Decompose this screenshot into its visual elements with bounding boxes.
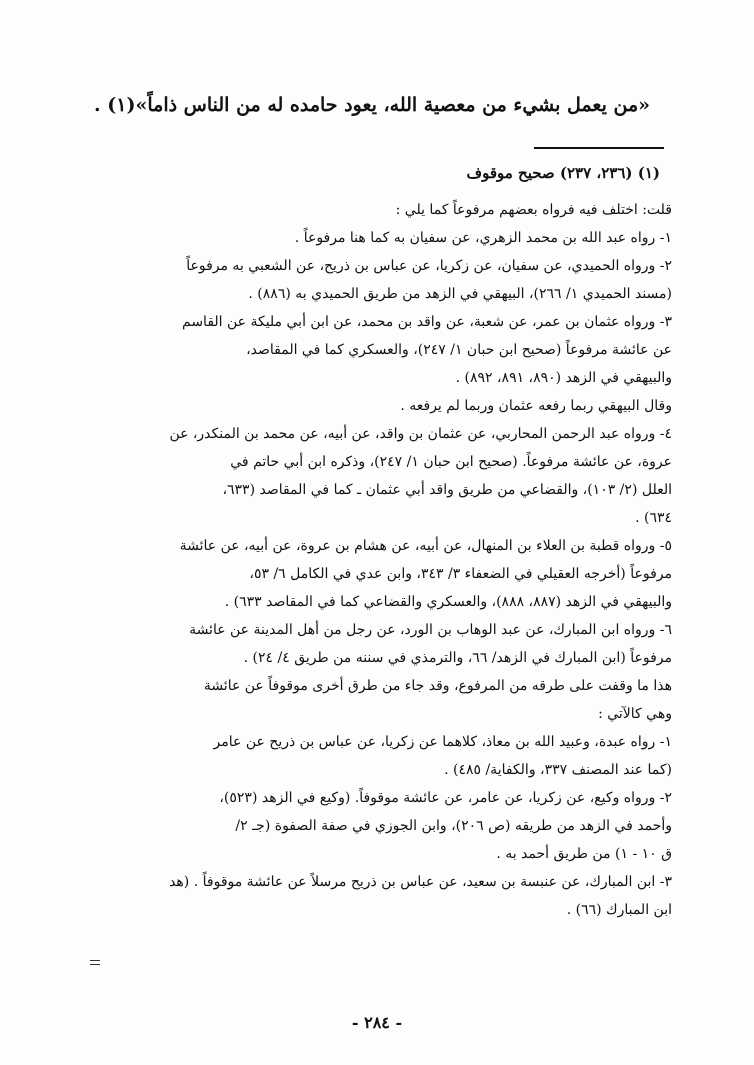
footnote-line: ٢- ورواه الحميدي، عن سفيان، عن زكريا، عن عباس بن ذريح، عن الشعبي به مرفوعاً bbox=[186, 258, 672, 274]
main-text: «من يعمل بشيء من معصية الله، يعود حامده له من الناس ذاماً»(١) . bbox=[94, 94, 650, 116]
footnote-line: (كما عند المصنف ٣٣٧، والكفاية/ ٤٨٥) . bbox=[444, 762, 672, 778]
footnote-line: ٣- ورواه عثمان بن عمر، عن شعبة، عن واقد بن محمد، عن ابن أبي مليكة عن القاسم bbox=[182, 314, 672, 330]
footnote-line: هذا ما وقفت على طرقه من المرفوع، وقد جاء من طرق أخرى موقوفاً عن عائشة bbox=[203, 678, 672, 694]
margin-mark bbox=[90, 960, 100, 965]
footnote-line: ٦٣٤) . bbox=[635, 510, 672, 526]
footnote-line: عن عائشة مرفوعاً (صحيح ابن حبان ١/ ٢٤٧)، والعسكري كما في المقاصد، bbox=[246, 342, 672, 358]
footnote-line: ابن المبارك (٦٦) . bbox=[566, 902, 672, 918]
footnote-line: وهي كالآتي : bbox=[598, 706, 672, 722]
footnote-line: والبيهقي في الزهد (٨٨٧، ٨٨٨)، والعسكري والقضاعي كما في المقاصد ٦٣٣) . bbox=[224, 594, 672, 610]
footnote-line: وقال البيهقي ربما رفعه عثمان وربما لم يرفعه . bbox=[400, 398, 672, 414]
footnote-line: العلل (٢/ ١٠٣)، والقضاعي من طريق واقد أبي عثمان ـ كما في المقاصد (٦٣٣، bbox=[222, 482, 672, 498]
footnote-line: ٣- ابن المبارك، عن عنبسة بن سعيد، عن عباس بن ذريح مرسلاً عن عائشة موقوفاً . (هد bbox=[169, 874, 672, 890]
footnote-line: ٢- ورواه وكيع، عن زكريا، عن عامر، عن عائشة موقوفاً. (وكيع في الزهد (٥٢٣)، bbox=[219, 790, 672, 806]
footnote-line: ٥- ورواه قطبة بن العلاء بن المنهال، عن أبيه، عن هشام بن عروة، عن أبيه، عن عائشة bbox=[179, 538, 672, 554]
footnote-line: ١- رواه عبدة، وعبيد الله بن معاذ، كلاهما عن زكريا، عن عباس بن ذريح عن عامر bbox=[213, 734, 672, 750]
footnote-heading: (١) (٢٣٦، ٢٣٧) صحيح موقوف bbox=[466, 164, 660, 182]
footnote-divider bbox=[534, 147, 664, 149]
footnote-line: ١- رواه عبد الله بن محمد الزهري، عن سفيان به كما هنا مرفوعاً . bbox=[294, 230, 672, 246]
footnote-line: مرفوعاً (أخرجه العقيلي في الضعفاء ٣/ ٣٤٣، وابن عدي في الكامل ٦/ ٥٣، bbox=[249, 566, 672, 582]
footnote-body bbox=[82, 196, 672, 924]
footnote-line: ٦- ورواه ابن المبارك، عن عبد الوهاب بن الورد، عن رجل من أهل المدينة عن عائشة bbox=[189, 622, 672, 638]
footnote-line: وأحمد في الزهد من طريقه (ص ٢٠٦)، وابن الجوزي في صفة الصفوة (جـ ٢/ bbox=[235, 818, 672, 834]
footnote-line: قلت: اختلف فيه فرواه بعضهم مرفوعاً كما يلي : bbox=[395, 202, 672, 218]
footnote-line: ٤- ورواه عبد الرحمن المحاربي، عن عثمان بن واقد، عن أبيه، عن محمد بن المنكدر، عن bbox=[169, 426, 672, 442]
footnote-line: مرفوعاً (ابن المبارك في الزهد/ ٦٦، والترمذي في سننه من طريق ٤/ ٢٤) . bbox=[243, 650, 672, 666]
page-number: - ٢٨٤ - bbox=[351, 1013, 403, 1032]
footnote-line: والبيهقي في الزهد (٨٩٠، ٨٩١، ٨٩٢) . bbox=[455, 370, 672, 386]
footnote-line: عروة، عن عائشة مرفوعاً. (صحيح ابن حبان ١/ ٢٤٧)، وذكره ابن أبي حاتم في bbox=[230, 454, 672, 470]
footnote-line: (مسند الحميدي ١/ ٢٦٦)، البيهقي في الزهد من طريق الحميدي به (٨٨٦) . bbox=[248, 286, 672, 302]
footnote-line: ق ١٠ - ١) من طريق أحمد به . bbox=[496, 846, 672, 862]
